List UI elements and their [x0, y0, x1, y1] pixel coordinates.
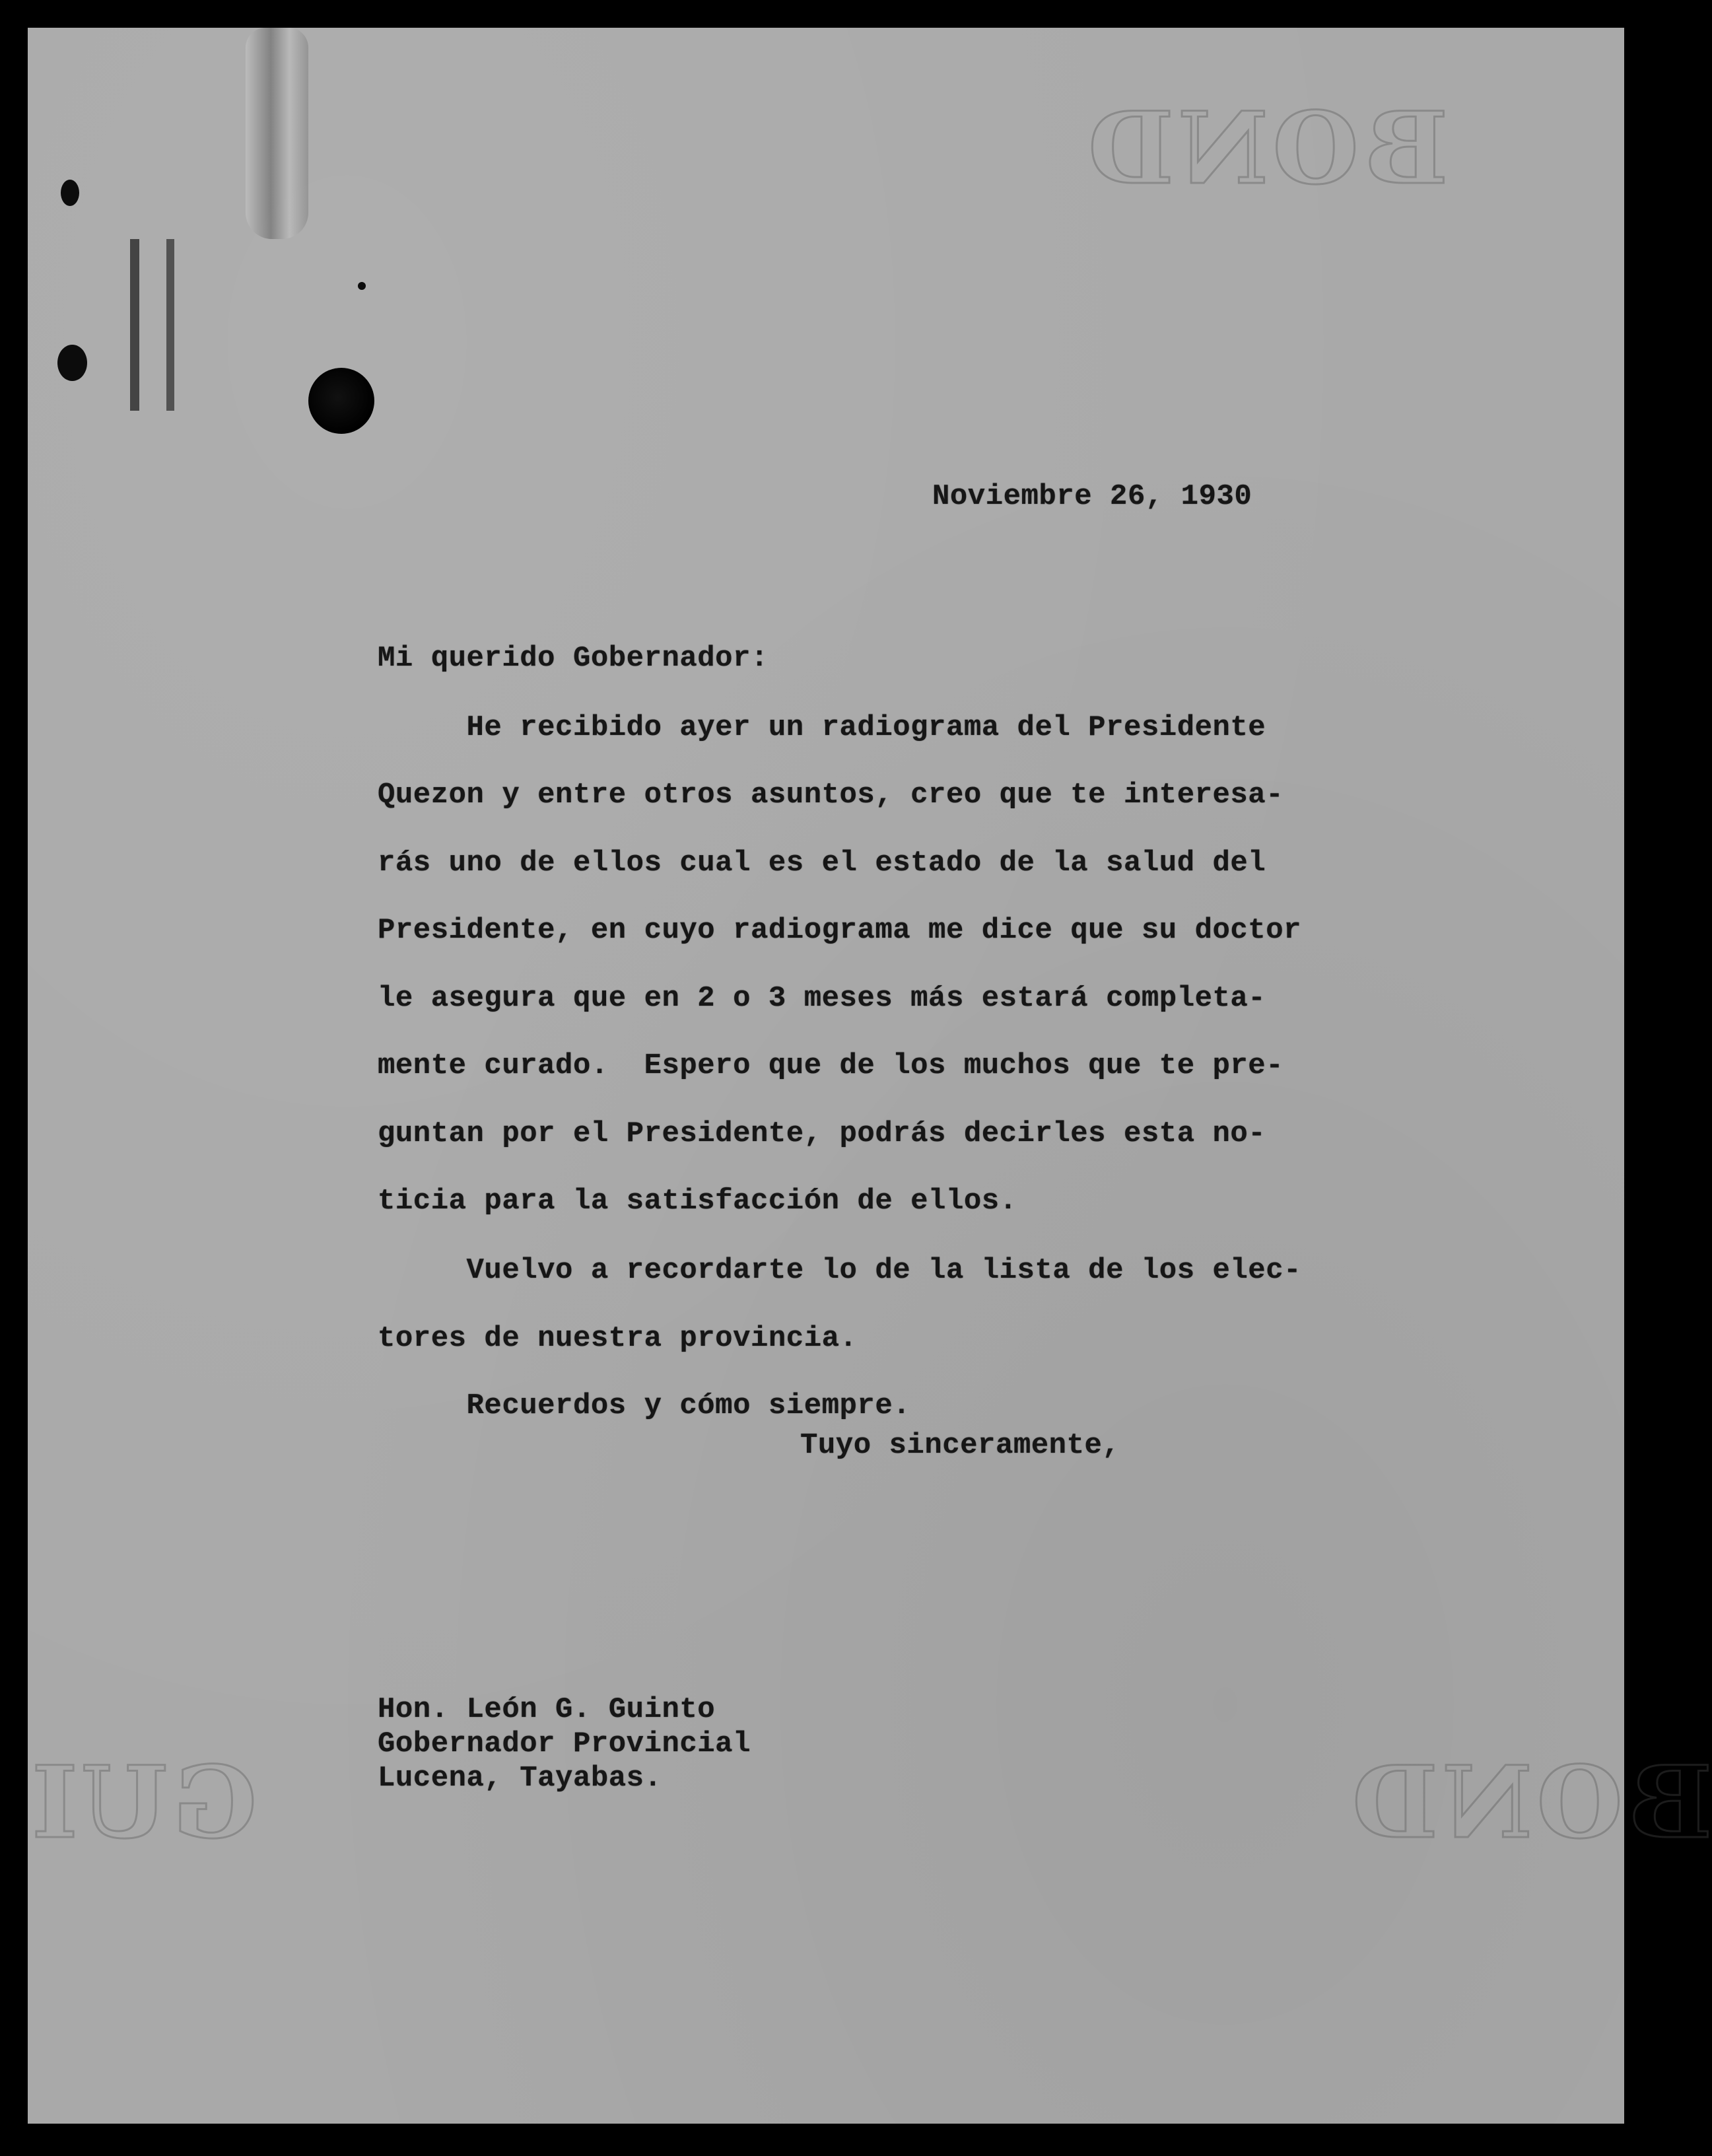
- address-line: Hon. León G. Guinto: [378, 1693, 716, 1726]
- body-line: Presidente, en cuyo radiograma me dice que su doctor: [378, 914, 1302, 947]
- ink-speck: [358, 282, 366, 290]
- body-line: tores de nuestra provincia.: [378, 1322, 858, 1355]
- body-line: Vuelvo a recordarte lo de la lista de los elec-: [378, 1254, 1302, 1287]
- ink-speck: [166, 239, 174, 411]
- address-line: Gobernador Provincial: [378, 1727, 751, 1760]
- body-line: He recibido ayer un radiograma del Presidente: [378, 711, 1266, 744]
- body-line: rás uno de ellos cual es el estado de la salud del: [378, 847, 1266, 880]
- ink-speck: [57, 345, 87, 381]
- watermark-top: BOND: [1084, 90, 1449, 207]
- body-line: mente curado. Espero que de los muchos que te pre-: [378, 1049, 1284, 1082]
- body-line: ticia para la satisfacción de ellos.: [378, 1185, 1017, 1218]
- closing: Tuyo sinceramente,: [800, 1429, 1120, 1462]
- watermark-bottom-left: GUI: [28, 1745, 257, 1861]
- body-line: guntan por el Presidente, podrás decirles esta no-: [378, 1117, 1266, 1150]
- letter-page: [28, 28, 1712, 2124]
- body-line: Quezon y entre otros asuntos, creo que te interesa-: [378, 779, 1284, 812]
- letter-date: Noviembre 26, 1930: [932, 480, 1252, 513]
- salutation: Mi querido Gobernador:: [378, 642, 769, 675]
- address-line: Lucena, Tayabas.: [378, 1762, 662, 1795]
- body-line: Recuerdos y cómo siempre.: [378, 1389, 911, 1422]
- ink-speck: [130, 239, 139, 411]
- ink-speck: [61, 180, 79, 206]
- watermark-bottom-right: BOND: [1348, 1745, 1712, 1861]
- ink-spot: [308, 368, 374, 434]
- body-line: le asegura que en 2 o 3 meses más estará completa-: [378, 982, 1266, 1015]
- paper-fold-mark: [246, 28, 308, 239]
